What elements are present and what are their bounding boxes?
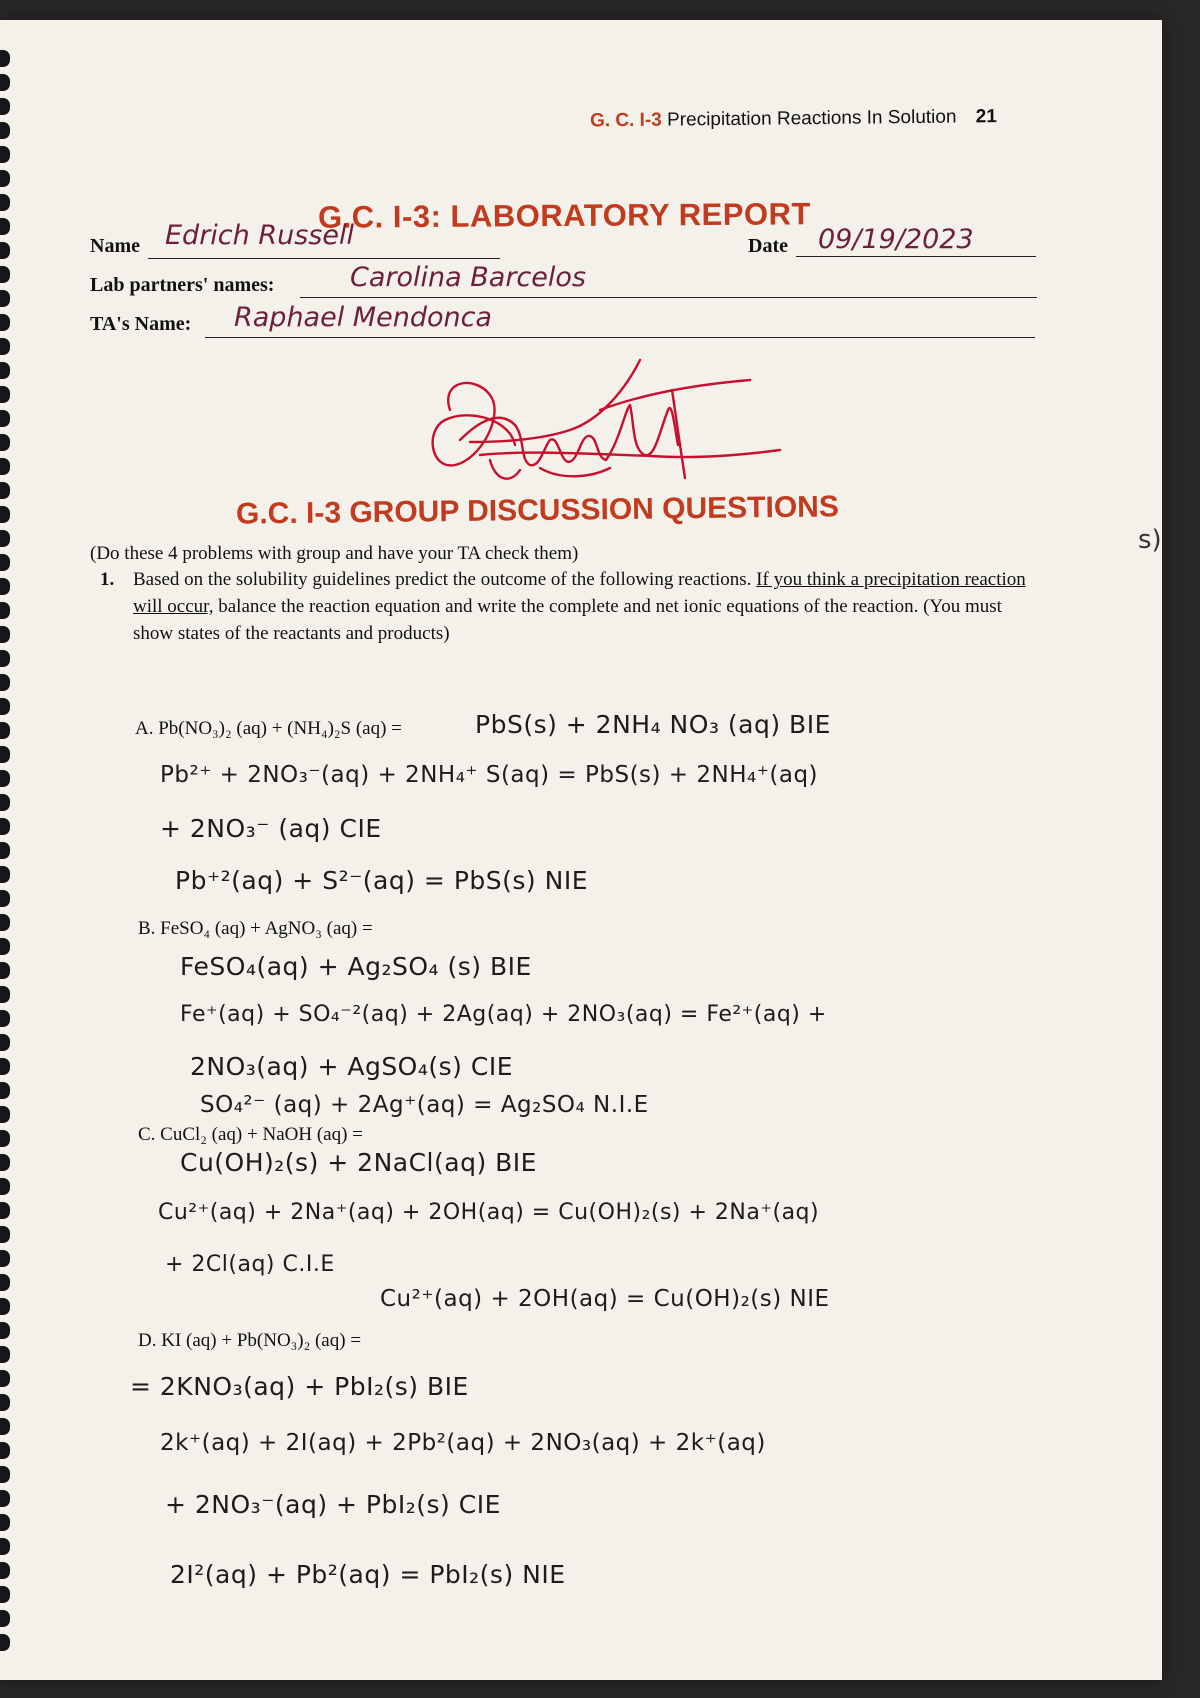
- header-title: Precipitation Reactions In Solution: [666, 106, 957, 131]
- date-line: [796, 256, 1036, 257]
- question-text-start: Based on the solubility guidelines predict the outcome of the following reactions.: [133, 569, 752, 590]
- instructions: (Do these 4 problems with group and have your TA check them): [90, 543, 579, 564]
- header-code: G. C. I-3: [589, 109, 662, 132]
- part-d-line-1: = 2KNO₃(aq) + PbI₂(s) BIE: [130, 1372, 469, 1401]
- report-title: G.C. I-3: LABORATORY REPORT: [317, 196, 812, 235]
- ta-signature-scribble: [420, 350, 800, 510]
- part-b-line-4: SO₄²⁻ (aq) + 2Ag⁺(aq) = Ag₂SO₄ N.I.E: [200, 1092, 649, 1118]
- question-text-underlined: If you think a precipitation reaction will occur,: [133, 569, 1026, 617]
- part-a-line-1: PbS(s) + 2NH₄ NO₃ (aq) BIE: [475, 710, 831, 739]
- partners-value: Carolina Barcelos: [350, 262, 586, 293]
- part-a-line-3: + 2NO₃⁻ (aq) CIE: [160, 814, 382, 843]
- name-value: Edrich Russell: [165, 220, 354, 251]
- part-d-line-3: + 2NO₃⁻(aq) + PbI₂(s) CIE: [165, 1490, 501, 1519]
- question-text: [133, 566, 1038, 647]
- part-a-line-4: Pb⁺²(aq) + S²⁻(aq) = PbS(s) NIE: [175, 866, 588, 895]
- part-d-line-4: 2I²(aq) + Pb²(aq) = PbI₂(s) NIE: [170, 1560, 566, 1589]
- discussion-title: G.C. I-3 GROUP DISCUSSION QUESTIONS: [235, 490, 840, 531]
- part-b-line-1: FeSO₄(aq) + Ag₂SO₄ (s) BIE: [180, 952, 532, 981]
- question-text-end: balance the reaction equation and write the complete and net ionic equations of the reaction. (You must show states of the reactants and products): [133, 596, 1002, 644]
- ta-line: [205, 337, 1035, 338]
- part-d-line-2: 2k⁺(aq) + 2I(aq) + 2Pb²(aq) + 2NO₃(aq) + 2k⁺(aq): [160, 1430, 766, 1456]
- part-c-line-3: + 2Cl(aq) C.I.E: [165, 1252, 335, 1277]
- part-a-line-2: Pb²⁺ + 2NO₃⁻(aq) + 2NH₄⁺ S(aq) = PbS(s) + 2NH₄⁺(aq): [160, 762, 819, 788]
- spiral-binding: [0, 50, 14, 1670]
- part-a-label: A. Pb(NO₃)₂ (aq) + (NH₄)₂S (aq) =: [135, 718, 402, 739]
- name-line: [148, 258, 500, 259]
- part-b-line-2: Fe⁺(aq) + SO₄⁻²(aq) + 2Ag(aq) + 2NO₃(aq) = Fe²⁺(aq) +: [180, 1002, 827, 1027]
- part-b-label: B. FeSO₄ (aq) + AgNO₃ (aq) =: [138, 918, 373, 939]
- name-label: Name: [90, 235, 140, 257]
- part-c-line-1: Cu(OH)₂(s) + 2NaCl(aq) BIE: [180, 1148, 537, 1177]
- date-label: Date: [748, 235, 788, 257]
- part-c-line-2: Cu²⁺(aq) + 2Na⁺(aq) + 2OH(aq) = Cu(OH)₂(s) + 2Na⁺(aq): [158, 1200, 820, 1225]
- partners-line: [300, 297, 1037, 298]
- running-header: [590, 106, 1050, 133]
- date-value: 09/19/2023: [818, 224, 974, 255]
- page-number: 21: [975, 106, 997, 128]
- partners-label: Lab partners' names:: [90, 274, 275, 296]
- part-c-line-4: Cu²⁺(aq) + 2OH(aq) = Cu(OH)₂(s) NIE: [380, 1286, 830, 1312]
- part-b-line-3: 2NO₃(aq) + AgSO₄(s) CIE: [190, 1052, 513, 1081]
- ta-value: Raphael Mendonca: [234, 302, 492, 333]
- ta-label: TA's Name:: [90, 313, 192, 335]
- margin-bleed-mark: s): [1138, 525, 1162, 555]
- worksheet-page: [0, 20, 1162, 1680]
- part-d-label: D. KI (aq) + Pb(NO₃)₂ (aq) =: [138, 1330, 362, 1351]
- part-c-label: C. CuCl₂ (aq) + NaOH (aq) =: [138, 1124, 363, 1145]
- question-number: 1.: [100, 569, 115, 590]
